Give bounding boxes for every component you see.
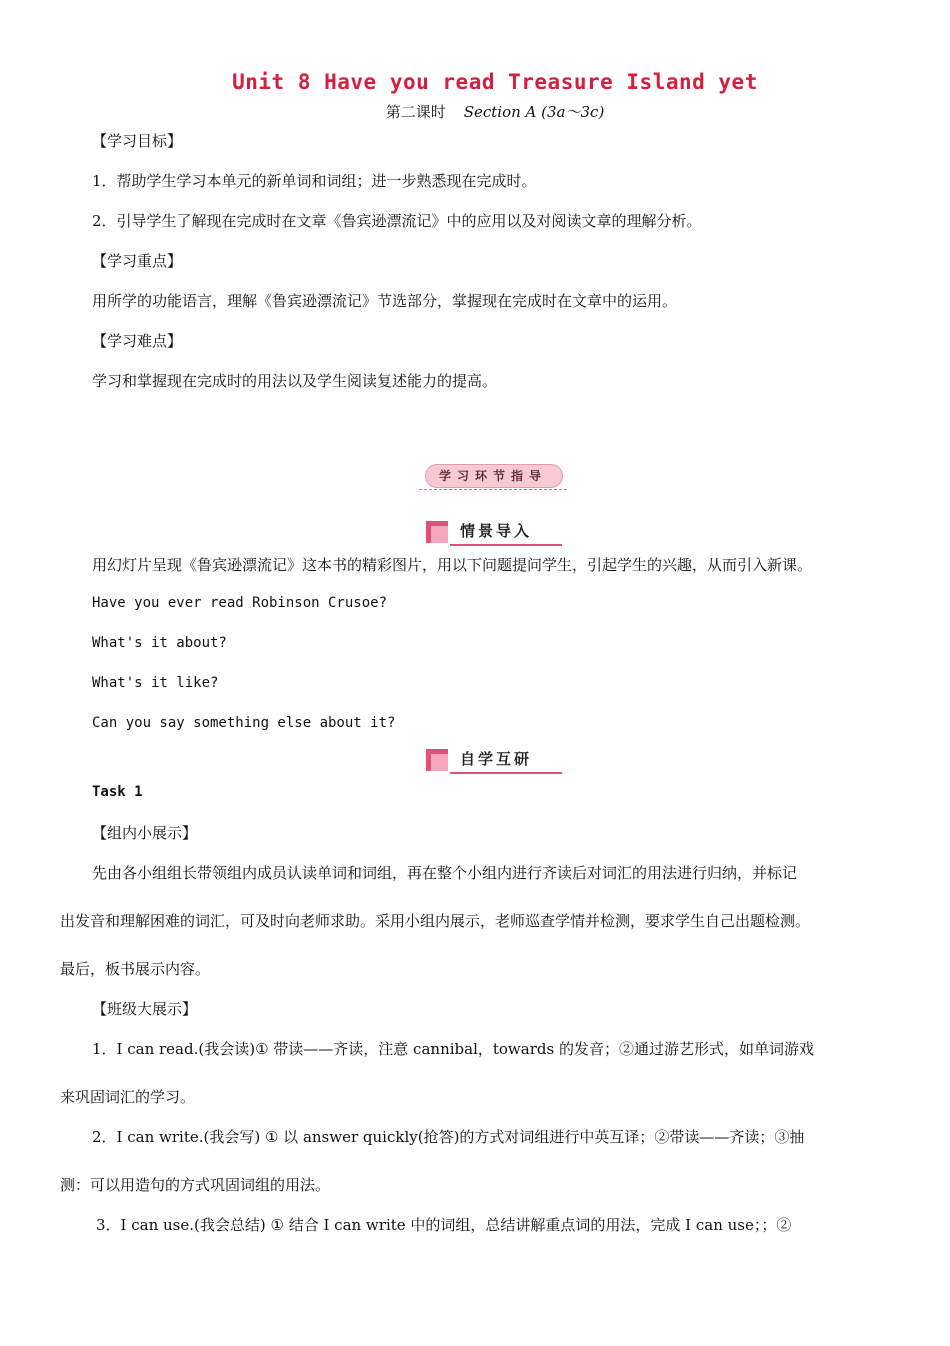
guide-banner-dashline [419,489,567,490]
section-selfstudy-label: 自学互研 [460,750,533,768]
section-selfstudy-underline [450,772,562,774]
group-line-1: 先由各小组组长带领组内成员认读单词和词组，再在整个小组内进行齐读后对词汇的用法进行归纳，并标记 [92,864,798,882]
class-item-2-line-2: 测：可以用造句的方式巩固词组的用法。 [60,1176,331,1194]
class-item-1-line-1: 1．I can read.(我会读)① 带读——齐读，注意 cannibal，towards 的发音；②通过游艺形式，如单词游戏 [92,1040,814,1058]
page-title: Unit 8 Have you read Treasure Island yet [232,70,758,94]
class-item-3-line-1: 3．I can use.(我会总结) ① 结合 I can write 中的词组，总结讲解重点词的用法，完成 I can use；；② [96,1216,792,1234]
class-heading: 【班级大展示】 [92,1000,198,1018]
section-selfstudy-heading [426,745,562,775]
keypoints-text: 用所学的功能语言，理解《鲁宾逊漂流记》节选部分，掌握现在完成时在文章中的运用。 [92,292,678,310]
intro-question-3: What's it like? [92,675,219,691]
keypoints-heading: 【学习重点】 [92,252,183,270]
square-inner-icon [431,526,448,543]
section-intro-heading [426,517,562,547]
class-item-2-line-1: 2．I can write.(我会写) ① 以 answer quickly(抢答)的方式对词组进行中英互译；②带读——齐读；③抽 [92,1128,805,1146]
intro-question-4: Can you say something else about it? [92,715,396,731]
square-inner-icon [431,754,448,771]
guide-banner [419,462,567,492]
difficulties-heading: 【学习难点】 [92,332,183,350]
section-intro-underline [450,544,562,546]
group-line-2: 出发音和理解困难的词汇，可及时向老师求助。采用小组内展示，老师巡查学情并检测，要求学生自己出题检测。 [60,912,811,930]
section-intro-label: 情景导入 [460,522,533,540]
intro-question-2: What's it about? [92,635,227,651]
objective-1: 1．帮助学生学习本单元的新单词和词组；进一步熟悉现在完成时。 [92,172,537,190]
guide-banner-label: 学习环节指导 [438,469,547,483]
difficulties-text: 学习和掌握现在完成时的用法以及学生阅读复述能力的提高。 [92,372,498,390]
group-heading: 【组内小展示】 [92,824,198,842]
class-item-1-line-2: 来巩固词汇的学习。 [60,1088,196,1106]
intro-question-1: Have you ever read Robinson Crusoe? [92,595,388,611]
objectives-heading: 【学习目标】 [92,132,183,150]
lesson-subtitle [0,101,950,122]
group-line-3: 最后，板书展示内容。 [60,960,211,978]
objective-2: 2．引导学生了解现在完成时在文章《鲁宾逊漂流记》中的应用以及对阅读文章的理解分析。 [92,212,702,230]
task-label: Task 1 [92,784,143,800]
subtitle-en: Section A (3a～3c) [463,103,605,121]
intro-text: 用幻灯片呈现《鲁宾逊漂流记》这本书的精彩图片，用以下问题提问学生，引起学生的兴趣，从而引入新课。 [92,556,813,574]
subtitle-cn: 第二课时 [385,103,446,121]
